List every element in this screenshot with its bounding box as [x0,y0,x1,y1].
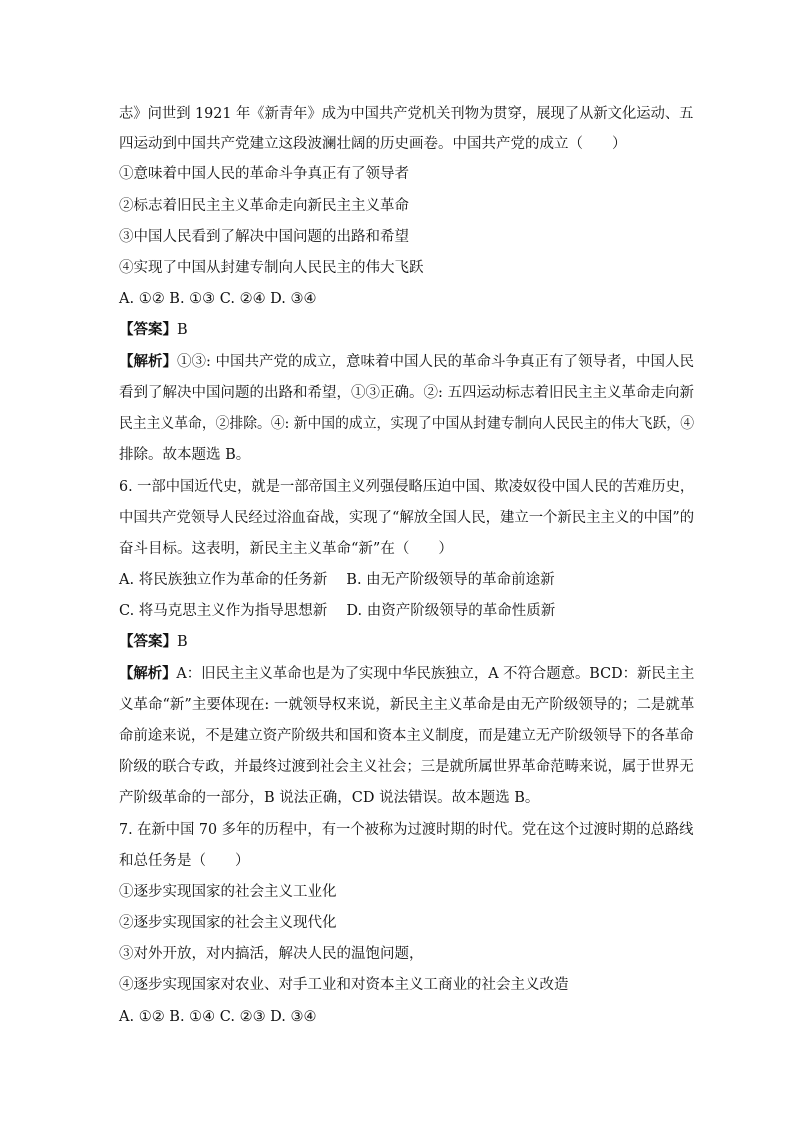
answer-value: B [177,634,188,650]
q5-option-1: ①意味着中国人民的革命斗争真正有了领导者 [119,166,409,182]
q7-option-4: ④逐步实现国家对农业、对手工业和对资本主义工商业的社会主义改造 [119,977,569,993]
q6-choices-line-1: A. 将民族独立作为革命的任务新 B. 由无产阶级领导的革命前途新 [119,572,555,588]
q7-stem-line-2: 和总任务是（ ） [119,853,250,869]
q7-option-1: ①逐步实现国家的社会主义工业化 [119,884,337,900]
q6-analysis-line-4: 阶级的联合专政，并最终过渡到社会主义社会；三是就所属世界革命范畴来说，属于世界无 [119,759,694,775]
answer-value: B [177,322,188,338]
q6-answer [119,632,188,652]
q5-stem-line-1: 志》问世到 1921 年《新青年》成为中国共产党机关刊物为贯穿，展现了从新文化运动、五 [119,106,694,122]
q7-stem-line-1: 7. 在新中国 70 多年的历程中，有一个被称为过渡时期的时代。党在这个过渡时期的总路线 [119,822,694,838]
q5-analysis-line-4: 排除。故本题选 B。 [119,447,251,463]
q5-option-2: ②标志着旧民主主义革命走向新民主主义革命 [119,198,409,214]
q5-answer [119,320,188,340]
q5-analysis-line-2: 看到了解决中国问题的出路和希望，①③正确。②: 五四运动标志着旧民主主义革命走向新 [119,385,694,401]
q5-analysis-line-1 [119,352,694,372]
answer-label: 【答案】 [119,634,177,650]
analysis-label: 【解析】 [119,666,177,682]
q5-choices: A. ①② B. ①③ C. ②④ D. ③④ [119,291,317,307]
analysis-text: ①③: 中国共产党的成立，意味着中国人民的革命斗争真正有了领导者，中国人民 [177,354,694,370]
q7-option-2: ②逐步实现国家的社会主义现代化 [119,915,337,931]
q7-choices: A. ①② B. ①④ C. ②③ D. ③④ [119,1009,317,1025]
analysis-label: 【解析】 [119,354,177,370]
analysis-text: A：旧民主主义革命也是为了实现中华民族独立，A 不符合题意。BCD：新民主主 [176,666,695,682]
q6-analysis-line-3: 命前途来说，不是建立资产阶级共和国和资本主义制度，而是建立无产阶级领导下的各革命 [119,728,694,744]
q7-option-3: ③对外开放，对内搞活，解决人民的温饱问题， [119,946,424,962]
q5-analysis-line-3: 民主主义革命，②排除。④: 新中国的成立，实现了中国从封建专制向人民民主的伟大飞跃，④ [119,416,695,432]
q6-stem-line-2: 中国共产党领导人民经过浴血奋战，实现了“解放全国人民，建立一个新民主主义的中国”的 [119,510,695,526]
q6-analysis-line-5: 产阶级革命的一部分，B 说法正确，CD 说法错误。故本题选 B。 [119,790,540,806]
answer-label: 【答案】 [119,322,177,338]
q6-stem-line-1: 6. 一部中国近代史，就是一部帝国主义列强侵略压迫中国、欺凌奴役中国人民的苦难历史， [119,479,695,495]
q6-stem-line-3: 奋斗目标。这表明，新民主主义革命“新”在（ ） [119,541,453,557]
q6-choices-line-2: C. 将马克思主义作为指导思想新 D. 由资产阶级领导的革命性质新 [119,603,556,619]
q6-analysis-line-1 [119,664,694,684]
q5-stem-line-2: 四运动到中国共产党建立这段波澜壮阔的历史画卷。中国共产党的成立（ ） [119,136,627,152]
q5-option-3: ③中国人民看到了解决中国问题的出路和希望 [119,229,409,245]
q5-option-4: ④实现了中国从封建专制向人民民主的伟大飞跃 [119,260,424,276]
q6-analysis-line-2: 义革命“新”主要体现在: 一就领导权来说，新民主主义革命是由无产阶级领导的；二是就革 [119,697,695,713]
